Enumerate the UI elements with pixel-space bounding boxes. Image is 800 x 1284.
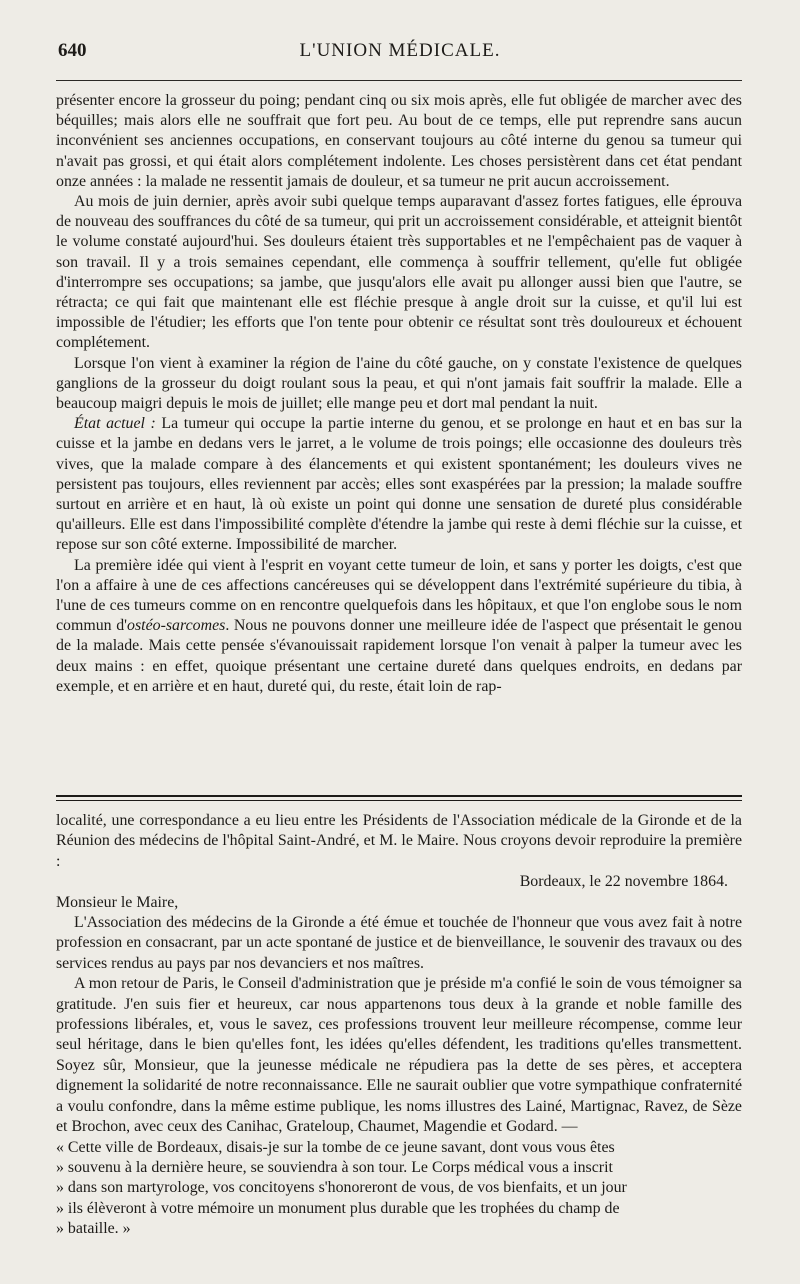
section-divider-thin: [56, 800, 742, 801]
osteo-sarcomes-term: ostéo-sarcomes: [127, 617, 226, 635]
running-title: L'UNION MÉDICALE.: [299, 40, 501, 61]
page-header: [58, 40, 742, 70]
paragraph-etat-actuel: [56, 414, 742, 555]
quote-line: » souvenu à la dernière heure, se souviendra à son tour. Le Corps médical vous a inscrit: [56, 1158, 613, 1176]
paragraph-premiere-idee: [56, 556, 742, 697]
paragraph-aine: Lorsque l'on vient à examiner la région de l'aine du côté gauche, on y constate l'existence de quelques ganglions de la grosseur du doigt roulant sous la peau, et qui n'ont jamais fait souffrir la malade. Elle a beaucoup maigri depuis le mois de juillet; elle mange peu et dort mal pendant la nuit.: [56, 354, 742, 413]
etat-actuel-label: État actuel :: [74, 415, 156, 433]
premiere-idee-after: . Nous ne pouvons donner une meilleure idée de l'aspect que présentait le genou de la malade. Mais cette pensée s'évanouissait rapidement lorsque l'on venait à palper la tumeur avec les deux mains : en effet, quoique présentant une certaine dureté dans quelques endroits, en dedans par exemple, et en arrière et en haut, dureté qui, du reste, était loin de rap-: [56, 617, 743, 695]
quote-line: » dans son martyrologe, vos concitoyens s'honoreront de vous, de vos bienfaits, et un jour: [56, 1179, 627, 1197]
paragraph-juin: Au mois de juin dernier, après avoir subi quelque temps auparavant d'assez fortes fatigues, elle éprouva de nouveau des souffrances du côté de sa tumeur, qui prit un accroissement considérable, et atteignit bientôt le volume constaté aujourd'hui. Ses douleurs étaient très supportables et ne l'empêchaient pas de vaquer à son travail. Il y a trois semaines cependant, elle commença à souffrir tellement, qu'elle fut obligée d'interrompre ses occupations; sa jambe, que jusqu'alors elle avait pu allonger aussi bien que l'autre, se rétracta; ce qui fait que maintenant elle est fléchie presque à angle droit sur la cuisse, et qu'il lui est impossible de l'étudier; les efforts que l'on tente pour obtenir ce résultat sont très douloureux et échouent complétement.: [56, 193, 742, 352]
correspondence-intro: localité, une correspondance a eu lieu entre les Présidents de l'Association médicale de la Gironde et de la Réunion des médecins de l'hôpital Saint-André, et M. le Maire. Nous croyons devoir reproduire la première :: [56, 812, 742, 870]
quote-line: » ils élèveront à votre mémoire un monument plus durable que les trophées du champ de: [56, 1199, 620, 1217]
letter-salutation: Monsieur le Maire,: [56, 893, 179, 911]
etat-actuel-text: La tumeur qui occupe la partie interne du genou, et se prolonge en haut et en bas sur la cuisse et la jambe en dedans vers le jarret, a le volume de trois poings; elle occasionne des douleurs très vives, que la malade compare à des élancements et qui existent spontanément; les douleurs vives ne persistent pas toujours, elles reviennent par accès; elles sont exaspérées par la pression; la malade souffre surtout en arrière et en haut, là où existe un point qui donne une sensation de dureté plus considérable qu'ailleurs. Elle est dans l'impossibilité complète d'étendre la jambe qui reste à demi fléchie sur la cuisse, et repose sur son côté externe. Impossibilité de marcher.: [56, 415, 743, 554]
section-divider-thick: [56, 795, 742, 797]
paragraph-continuation: présenter encore la grosseur du poing; pendant cinq ou six mois après, elle fut obligée de marcher avec des béquilles; mais alors elle ne souffrait que fort peu. Au bout de ce temps, elle put reprendre sans aucun inconvénient ses anciennes occupations, en conservant toujours au côté interne du genou sa tumeur qui n'avait pas grossi, et qui était alors complétement indolente. Les choses persistèrent dans cet état pendant onze années : la malade ne ressentit jamais de douleur, et sa tumeur ne prit aucun accroissement.: [56, 92, 742, 190]
letter-dateline: Bordeaux, le 22 novembre 1864.: [519, 873, 728, 891]
header-rule: [56, 80, 742, 81]
correspondence-section: [56, 811, 742, 1240]
quote-line: » bataille. »: [56, 1220, 131, 1238]
page-number: 640: [58, 40, 87, 61]
premiere-idee-before: La première idée qui vient à l'esprit en voyant cette tumeur de loin, et sans y porter les doigts, c'est que l'on a affaire à une de ces affections cancéreuses qui se développent dans l'extrémité supérieure du tibia, à l'une de ces tumeurs comme on en rencontre quelquefois dans les hôpitaux, et que l'on englobe sous le nom commun d': [56, 556, 742, 635]
quote-line: « Cette ville de Bordeaux, disais-je sur la tombe de ce jeune savant, dont vous vous êtes: [56, 1138, 615, 1156]
letter-paragraph: L'Association des médecins de la Gironde a été émue et touchée de l'honneur que vous avez fait à notre profession en consacrant, par un acte spontané de justice et de bienveillance, le souvenir des travaux ou des services rendus au pays par nos devanciers et nos maîtres.: [56, 914, 742, 972]
article-body: [56, 91, 742, 697]
letter-paragraph: A mon retour de Paris, le Conseil d'administration que je préside m'a confié le soin de vous témoigner sa gratitude. J'en suis fier et heureux, car nous appartenons tous deux à la grande et noble famille des professions libérales, et, vous le savez, ces professions trouvent leur meilleure récompense, comme leur seul héritage, dans le bien qu'elles font, les idées qu'elles défendent, les traditions qu'elles transmettent. Soyez sûr, Monsieur, que la jeunesse médicale ne répudiera pas la dette de ses pères, et acceptera dignement la solidarité de notre reconnaissance. Elle ne saurait oublier que votre sympathique confraternité a voulu confondre, dans la même estime publique, les noms illustres des Lainé, Martignac, Ravez, de Sèze et Brochon, avec ceux des Canihac, Grateloup, Chaumet, Magendie et Godard. —: [56, 975, 742, 1136]
